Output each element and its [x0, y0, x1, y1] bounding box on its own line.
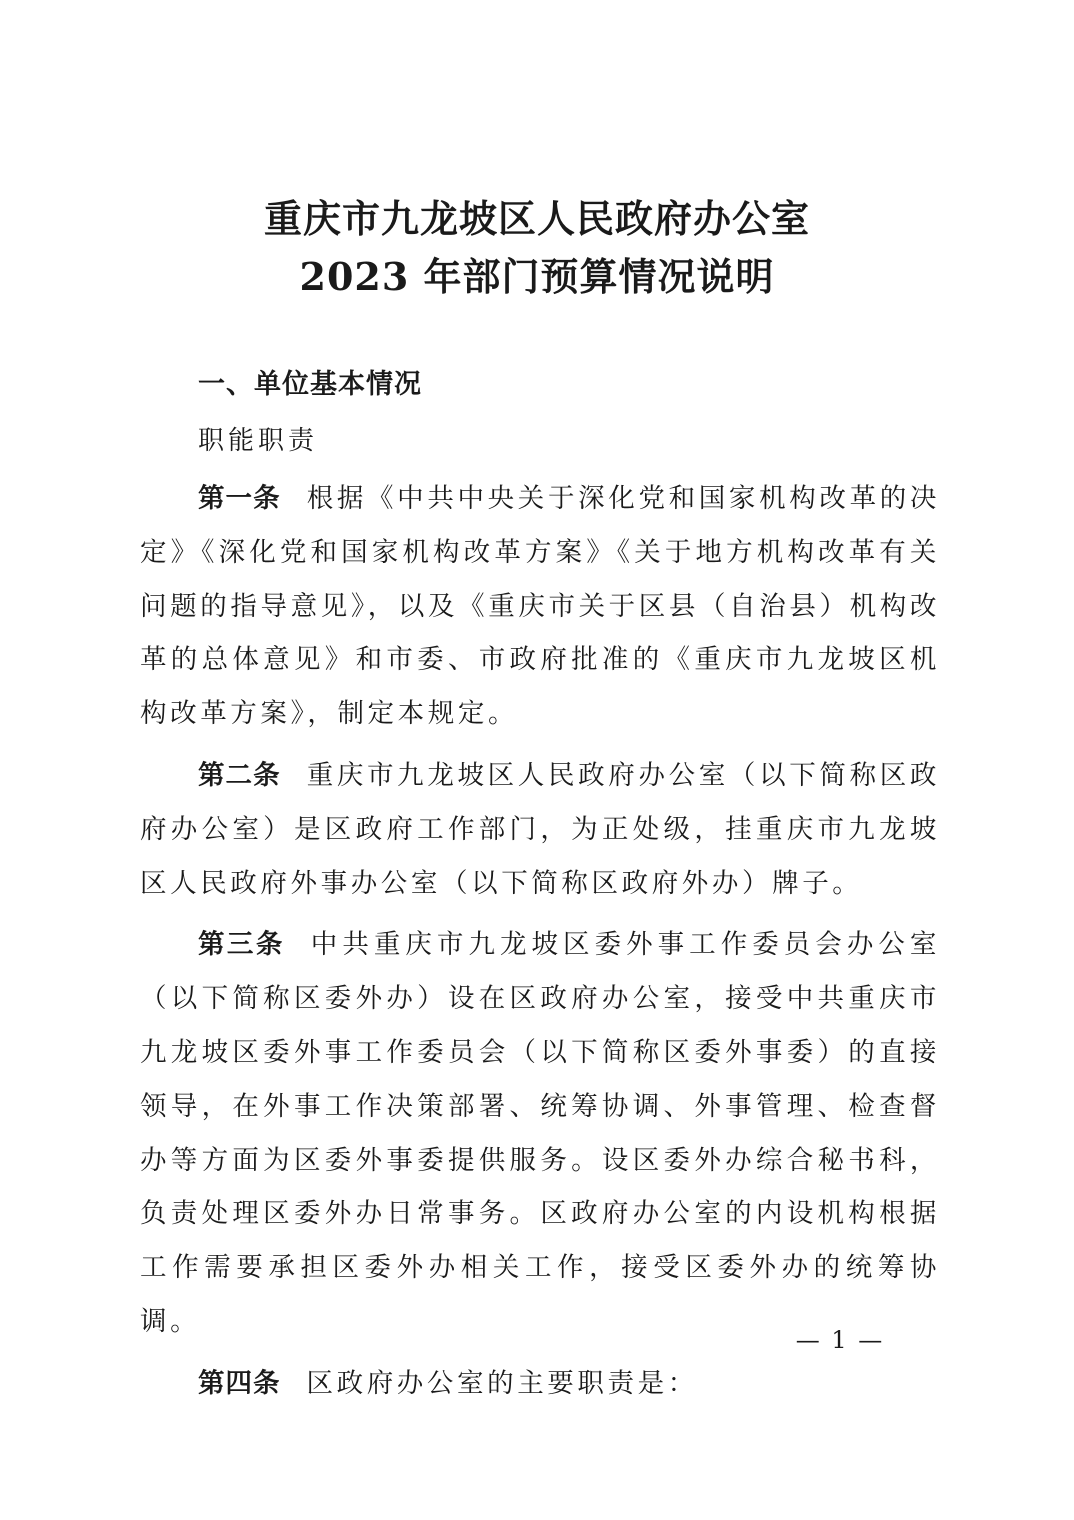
article-paragraph — [140, 918, 940, 1348]
document-title-line-2: 2023 年部门预算情况说明 — [299, 254, 775, 299]
document-body — [140, 365, 940, 1419]
article-paragraph — [140, 472, 940, 741]
article-label: 第二条 — [198, 759, 281, 791]
article-text: 区政府办公室的主要职责是： — [306, 1367, 698, 1399]
article-label: 第四条 — [198, 1367, 281, 1399]
article-text: 中共重庆市九龙坡区委外事工作委员会办公室（以下简称区委外办）设在区政府办公室，接受中共重庆市九龙坡区委外事工作委员会（以下简称区委外事委）的直接领导，在外事工作决策部署、统筹协调、外事管理、检查督办等方面为区委外事委提供服务。设区委外办综合秘书科，负责处理区委外办日常事务。区政府办公室的内设机构根据工作需要承担区委外办相关工作，接受区委外办的统筹协调。 — [140, 929, 941, 1337]
article-text: 重庆市九龙坡区人民政府办公室（以下简称区政府办公室）是区政府工作部门，为正处级，挂重庆市九龙坡区人民政府外事办公室（以下简称区政府外办）牌子。 — [140, 759, 940, 899]
article-paragraph — [140, 1357, 940, 1411]
article-paragraph — [140, 749, 940, 910]
article-label: 第三条 — [198, 929, 285, 961]
page-number: — 1 — — [795, 1326, 885, 1354]
section-heading: 一、单位基本情况 — [198, 369, 422, 400]
document-title-line-1: 重庆市九龙坡区人民政府办公室 — [263, 196, 810, 241]
article-label: 第一条 — [198, 483, 281, 514]
subheading: 职能职责 — [198, 426, 319, 456]
article-text: 根据《中共中央关于深化党和国家机构改革的决定》《深化党和国家机构改革方案》《关于地方机构改革有关问题的指导意见》，以及《重庆市关于区县（自治县）机构改革的总体意见》和市委、市政府批准的《重庆市九龙坡区机构改革方案》，制定本规定。 — [140, 483, 940, 730]
